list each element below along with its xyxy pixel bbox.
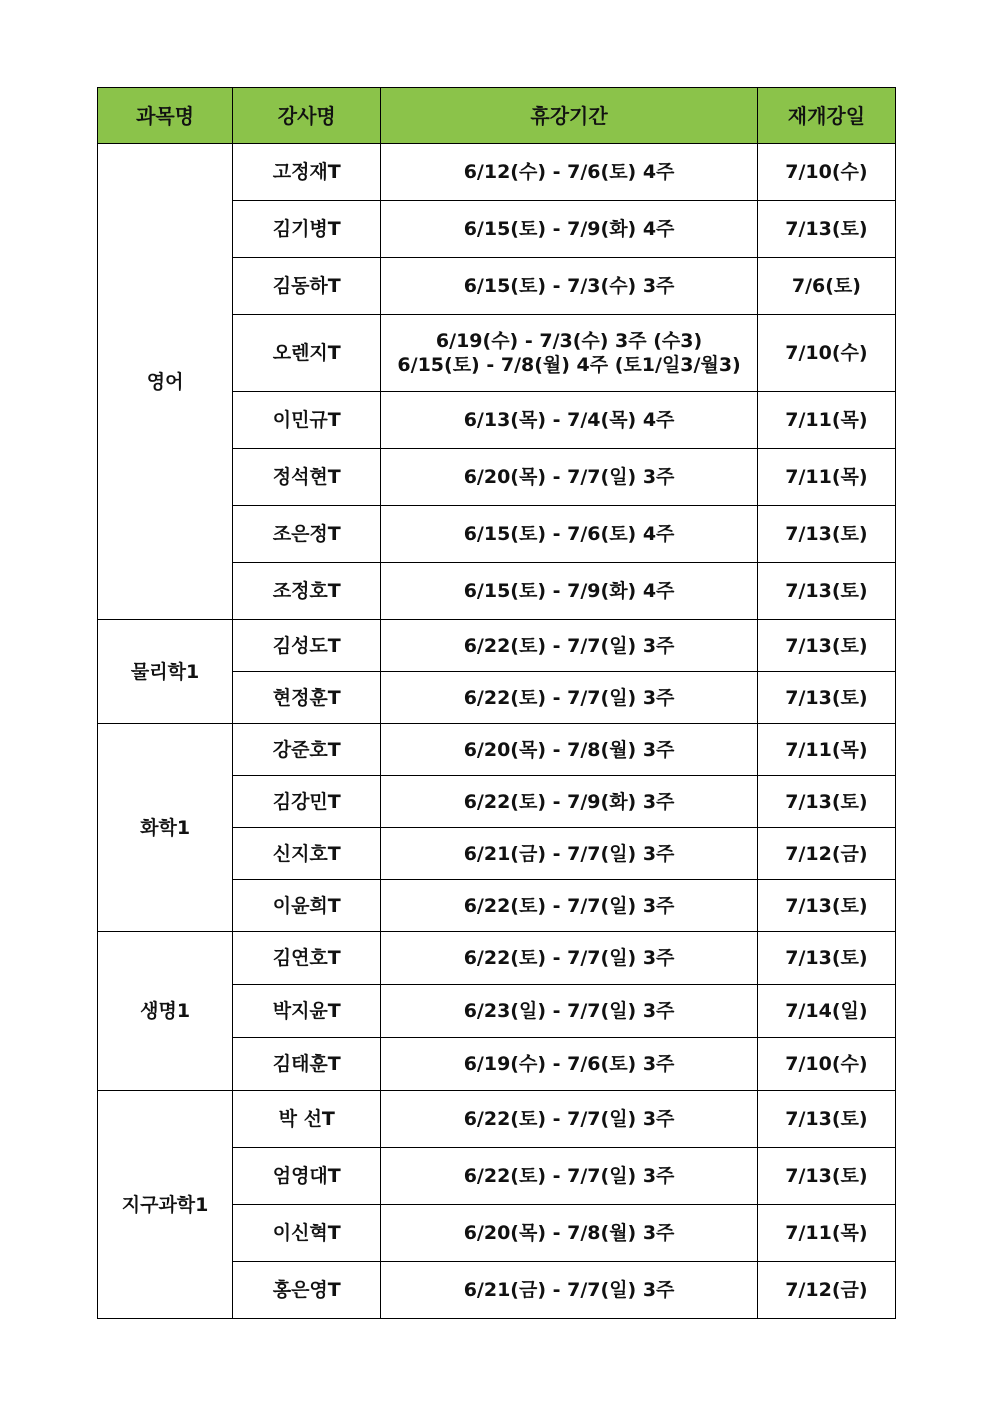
resume-date-cell: 7/13(토) bbox=[757, 620, 895, 672]
period-line: 6/22(토) - 7/7(일) 3주 bbox=[463, 1165, 675, 1187]
period-line: 6/15(토) - 7/9(화) 4주 bbox=[463, 218, 675, 240]
teacher-cell: 김연호T bbox=[233, 932, 381, 985]
teacher-cell: 이신혁T bbox=[233, 1205, 381, 1262]
resume-date-cell: 7/11(목) bbox=[757, 1205, 895, 1262]
teacher-cell: 강준호T bbox=[233, 724, 381, 776]
period-cell bbox=[381, 620, 757, 672]
resume-date-cell: 7/13(토) bbox=[757, 932, 895, 985]
teacher-cell: 박 선T bbox=[233, 1091, 381, 1148]
period-cell bbox=[381, 1091, 757, 1148]
period-cell bbox=[381, 258, 757, 315]
period-cell bbox=[381, 201, 757, 258]
period-cell bbox=[381, 828, 757, 880]
subject-cell: 화학1 bbox=[98, 724, 233, 932]
period-cell bbox=[381, 724, 757, 776]
resume-date-cell: 7/11(목) bbox=[757, 392, 895, 449]
period-line: 6/13(목) - 7/4(목) 4주 bbox=[463, 409, 675, 431]
teacher-cell: 홍은영T bbox=[233, 1262, 381, 1319]
teacher-cell: 현정훈T bbox=[233, 672, 381, 724]
resume-date-cell: 7/13(토) bbox=[757, 672, 895, 724]
period-cell bbox=[381, 1262, 757, 1319]
resume-date-cell: 7/13(토) bbox=[757, 880, 895, 932]
period-line: 6/22(토) - 7/7(일) 3주 bbox=[463, 1108, 675, 1130]
teacher-cell: 김동하T bbox=[233, 258, 381, 315]
header-subject: 과목명 bbox=[98, 88, 233, 144]
resume-date-cell: 7/13(토) bbox=[757, 1091, 895, 1148]
header-resume: 재개강일 bbox=[757, 88, 895, 144]
period-line: 6/15(토) - 7/6(토) 4주 bbox=[463, 523, 675, 545]
subject-cell: 생명1 bbox=[98, 932, 233, 1091]
resume-date-cell: 7/6(토) bbox=[757, 258, 895, 315]
teacher-cell: 정석현T bbox=[233, 449, 381, 506]
teacher-cell: 신지호T bbox=[233, 828, 381, 880]
period-line: 6/22(토) - 7/7(일) 3주 bbox=[463, 634, 675, 657]
period-line: 6/20(목) - 7/8(월) 3주 bbox=[463, 1222, 675, 1244]
teacher-cell: 김태훈T bbox=[233, 1038, 381, 1091]
teacher-cell: 김강민T bbox=[233, 776, 381, 828]
period-line: 6/22(토) - 7/7(일) 3주 bbox=[463, 686, 675, 709]
teacher-cell: 김성도T bbox=[233, 620, 381, 672]
table-row bbox=[98, 932, 896, 985]
period-line: 6/15(토) - 7/9(화) 4주 bbox=[463, 580, 675, 602]
resume-date-cell: 7/13(토) bbox=[757, 1148, 895, 1205]
period-cell bbox=[381, 449, 757, 506]
period-line: 6/22(토) - 7/7(일) 3주 bbox=[463, 947, 675, 969]
header-period: 휴강기간 bbox=[381, 88, 757, 144]
period-line: 6/15(토) - 7/3(수) 3주 bbox=[463, 275, 675, 297]
teacher-cell: 조은정T bbox=[233, 506, 381, 563]
period-line: 6/21(금) - 7/7(일) 3주 bbox=[463, 842, 675, 865]
teacher-cell: 오렌지T bbox=[233, 315, 381, 392]
table-row bbox=[98, 1091, 896, 1148]
period-cell bbox=[381, 880, 757, 932]
period-cell bbox=[381, 985, 757, 1038]
period-line: 6/22(토) - 7/9(화) 3주 bbox=[463, 790, 675, 813]
subject-cell: 물리학1 bbox=[98, 620, 233, 724]
period-cell bbox=[381, 315, 757, 392]
period-line: 6/19(수) - 7/3(수) 3주 (수3) bbox=[435, 330, 703, 352]
resume-date-cell: 7/10(수) bbox=[757, 1038, 895, 1091]
teacher-cell: 박지윤T bbox=[233, 985, 381, 1038]
period-line: 6/20(목) - 7/7(일) 3주 bbox=[463, 466, 675, 488]
period-line: 6/12(수) - 7/6(토) 4주 bbox=[463, 161, 675, 183]
lecture-break-table bbox=[97, 87, 896, 1319]
resume-date-cell: 7/11(목) bbox=[757, 449, 895, 506]
teacher-cell: 엄영대T bbox=[233, 1148, 381, 1205]
table-row bbox=[98, 724, 896, 776]
resume-date-cell: 7/11(목) bbox=[757, 724, 895, 776]
period-line: 6/19(수) - 7/6(토) 3주 bbox=[463, 1053, 675, 1075]
period-line: 6/23(일) - 7/7(일) 3주 bbox=[463, 1000, 675, 1022]
period-cell bbox=[381, 1038, 757, 1091]
period-cell bbox=[381, 144, 757, 201]
period-cell bbox=[381, 1205, 757, 1262]
teacher-cell: 이민규T bbox=[233, 392, 381, 449]
teacher-cell: 김기병T bbox=[233, 201, 381, 258]
teacher-cell: 이윤희T bbox=[233, 880, 381, 932]
teacher-cell: 조정호T bbox=[233, 563, 381, 620]
period-cell bbox=[381, 932, 757, 985]
period-line: 6/20(목) - 7/8(월) 3주 bbox=[463, 738, 675, 761]
period-cell bbox=[381, 672, 757, 724]
header-teacher: 강사명 bbox=[233, 88, 381, 144]
header-row bbox=[98, 88, 896, 144]
resume-date-cell: 7/10(수) bbox=[757, 144, 895, 201]
period-cell bbox=[381, 563, 757, 620]
table-body bbox=[98, 144, 896, 1319]
resume-date-cell: 7/14(일) bbox=[757, 985, 895, 1038]
period-cell bbox=[381, 506, 757, 563]
table-row bbox=[98, 144, 896, 201]
teacher-cell: 고정재T bbox=[233, 144, 381, 201]
resume-date-cell: 7/10(수) bbox=[757, 315, 895, 392]
period-cell bbox=[381, 1148, 757, 1205]
period-line: 6/15(토) - 7/8(월) 4주 (토1/일3/월3) bbox=[397, 354, 741, 376]
resume-date-cell: 7/13(토) bbox=[757, 776, 895, 828]
period-line: 6/21(금) - 7/7(일) 3주 bbox=[463, 1279, 675, 1301]
subject-cell: 지구과학1 bbox=[98, 1091, 233, 1319]
resume-date-cell: 7/13(토) bbox=[757, 563, 895, 620]
subject-cell: 영어 bbox=[98, 144, 233, 620]
period-cell bbox=[381, 776, 757, 828]
resume-date-cell: 7/13(토) bbox=[757, 201, 895, 258]
resume-date-cell: 7/12(금) bbox=[757, 1262, 895, 1319]
resume-date-cell: 7/13(토) bbox=[757, 506, 895, 563]
period-line: 6/22(토) - 7/7(일) 3주 bbox=[463, 894, 675, 917]
table-row bbox=[98, 620, 896, 672]
resume-date-cell: 7/12(금) bbox=[757, 828, 895, 880]
period-cell bbox=[381, 392, 757, 449]
